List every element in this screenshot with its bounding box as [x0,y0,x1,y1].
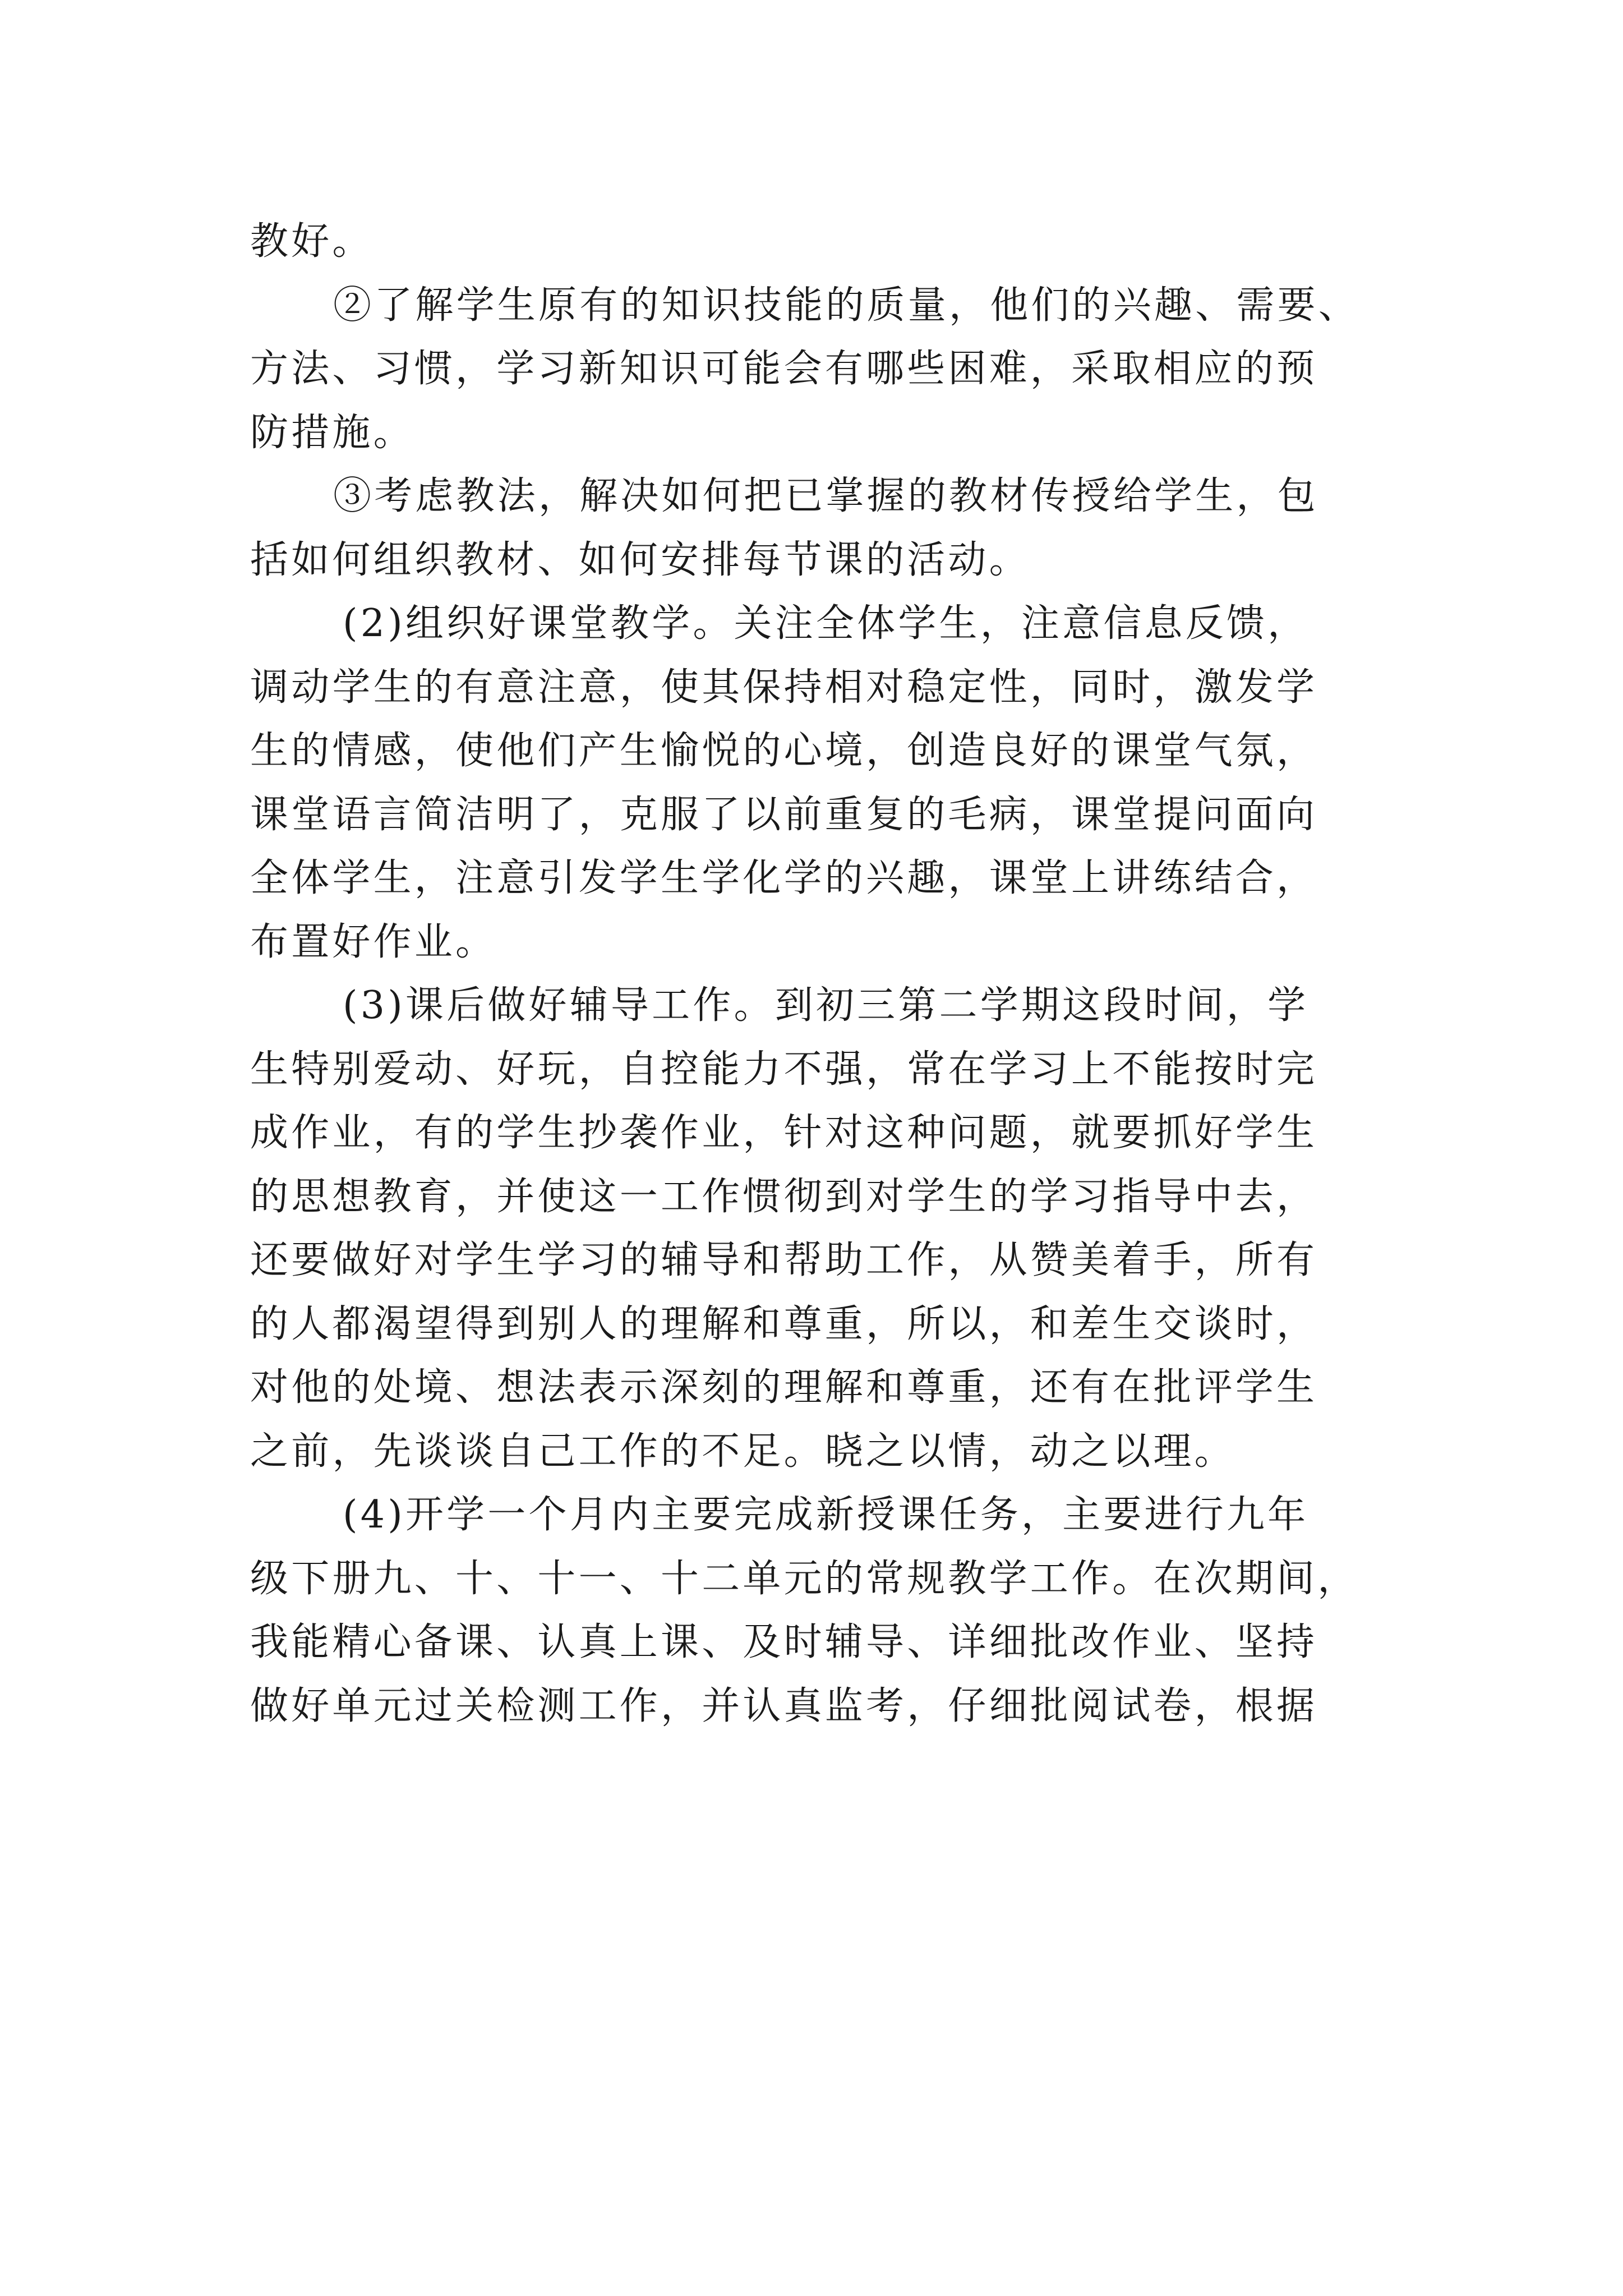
document-body [250,210,1394,1738]
text-line-13: (3)课后做好辅导工作。到初三第二学期这段时间，学 [343,983,1309,1028]
text-line-9: 生的情感，使他们产生愉悦的心境，创造良好的课堂气氛， [250,729,1318,773]
text-line-2: ②了解学生原有的知识技能的质量，他们的兴趣、需要、 [333,283,1360,328]
text-line-19: 对他的处境、想法表示深刻的理解和尊重，还有在批评学生 [250,1365,1318,1410]
text-line-4: 防措施。 [250,410,414,455]
text-line-12: 布置好作业。 [250,919,497,964]
text-line-24: 做好单元过关检测工作，并认真监考，仔细批阅试卷，根据 [250,1683,1318,1728]
text-line-15: 成作业，有的学生抄袭作业，针对这种问题，就要抓好学生 [250,1111,1318,1155]
text-line-8: 调动学生的有意注意，使其保持相对稳定性，同时，激发学 [250,665,1318,710]
text-line-10: 课堂语言简洁明了，克服了以前重复的毛病，课堂提问面向 [250,792,1318,837]
text-line-5: ③考虑教法，解决如何把已掌握的教材传授给学生，包 [333,474,1318,518]
text-line-20: 之前，先谈谈自己工作的不足。晓之以情，动之以理。 [250,1429,1235,1474]
text-line-16: 的思想教育，并使这一工作惯彻到对学生的学习指导中去， [250,1174,1318,1219]
text-line-1: 教好。 [250,219,374,264]
text-line-6: 括如何组织教材、如何安排每节课的活动。 [250,537,1030,582]
text-line-11: 全体学生，注意引发学生学化学的兴趣，课堂上讲练结合， [250,856,1318,900]
text-line-18: 的人都渴望得到别人的理解和尊重，所以，和差生交谈时， [250,1301,1318,1346]
text-line-3: 方法、习惯，学习新知识可能会有哪些困难，采取相应的预 [250,347,1318,391]
text-line-23: 我能精心备课、认真上课、及时辅导、详细批改作业、坚持 [250,1620,1318,1664]
text-line-21: (4)开学一个月内主要完成新授课任务，主要进行九年 [343,1493,1309,1537]
text-line-22: 级下册九、十、十一、十二单元的常规教学工作。在次期间， [250,1556,1359,1601]
text-line-7: (2)组织好课堂教学。关注全体学生，注意信息反馈， [343,601,1309,646]
text-line-14: 生特别爱动、好玩，自控能力不强，常在学习上不能按时完 [250,1047,1318,1092]
text-line-17: 还要做好对学生学习的辅导和帮助工作，从赞美着手，所有 [250,1238,1318,1282]
